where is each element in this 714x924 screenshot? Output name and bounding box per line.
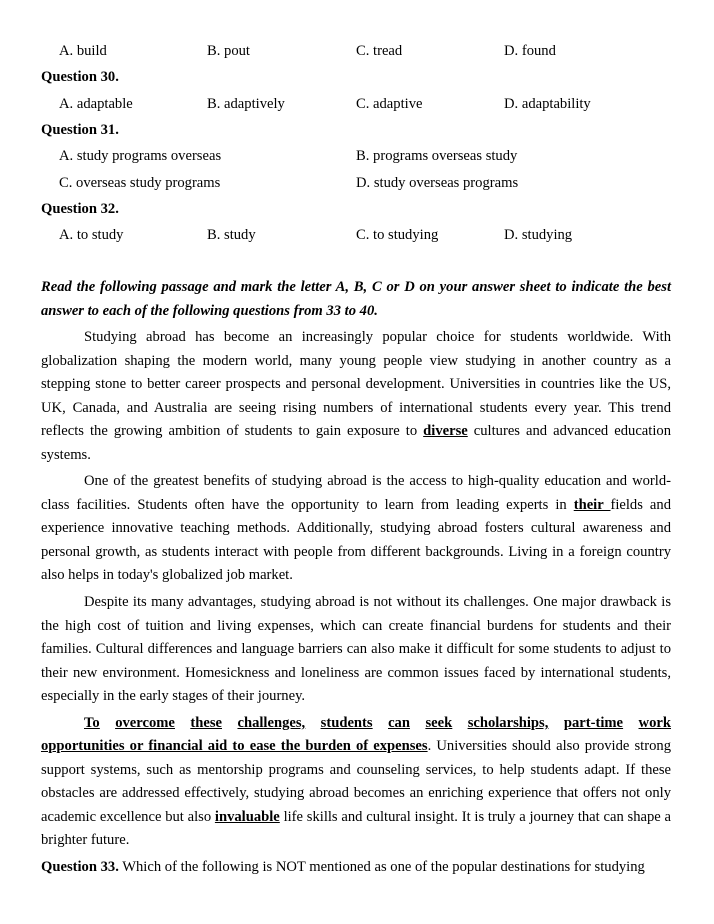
question-32-title: Question 32. <box>41 201 119 217</box>
underlined-word-diverse: diverse <box>423 423 468 439</box>
q29-option-c[interactable]: C. tread <box>356 43 403 59</box>
p2-text-before: One of the greatest benefits of studying abroad is the access to high-quality education and world- class facilities. Students often have the opportunity to learn from leading experts in <box>41 473 671 513</box>
q31-option-b[interactable]: B. programs overseas study <box>356 148 518 164</box>
p4-text-middle: . Universities should also provide strong support systems, such as mentorship programs and counseling services, to help students adapt. If these obstacles are addressed effectively, studying abroad becomes an enriching experience that offers not only academic excellence but also <box>41 738 671 825</box>
question-33-title: Question 33. <box>41 859 119 875</box>
q32-option-b[interactable]: B. study <box>207 227 256 243</box>
passage-paragraph-1 <box>41 326 671 467</box>
q32-option-c[interactable]: C. to studying <box>356 227 439 243</box>
p1-text-after: cultures and advanced education systems. <box>41 423 671 463</box>
reading-instruction: Read the following passage and mark the letter A, B, C or D on your answer sheet to indicate the best answer to each of the following questions from 33 to 40. <box>41 279 671 319</box>
passage-paragraph-2 <box>41 470 671 588</box>
q30-option-b[interactable]: B. adaptively <box>207 96 285 112</box>
q29-option-b[interactable]: B. pout <box>207 43 250 59</box>
p4-underlined-line-1: To overcome these challenges, students can seek scholarships, part-time work <box>84 715 671 731</box>
passage-paragraph-3 <box>41 591 671 709</box>
p2-text-after: fields and experience innovative teaching methods. Additionally, studying abroad fosters cultural awareness and personal growth, as students interact with people from different backgrounds. Living in a foreign country also helps in today's globalized job market. <box>41 496 672 583</box>
q32-option-d[interactable]: D. studying <box>504 227 573 243</box>
underlined-sentence: opportunities or financial aid to ease the burden of expenses <box>41 738 428 754</box>
q29-option-d[interactable]: D. found <box>504 43 556 59</box>
q30-option-c[interactable]: C. adaptive <box>356 96 423 112</box>
q30-option-a[interactable]: A. adaptable <box>59 96 133 112</box>
q30-option-d[interactable]: D. adaptability <box>504 96 591 112</box>
question-33-text: Which of the following is NOT mentioned as one of the popular destinations for studying <box>118 859 645 875</box>
q31-option-a[interactable]: A. study programs overseas <box>59 148 222 164</box>
q29-option-a[interactable]: A. build <box>59 43 107 59</box>
question-30-title: Question 30. <box>41 69 119 85</box>
p4-text-after: life skills and cultural insight. It is truly a journey that can shape a brighter future. <box>41 808 671 848</box>
p1-text-before: Studying abroad has become an increasingly popular choice for students worldwide. With globalization shaping the modern world, many young people view studying in another country as a stepping stone to better career prospects and personal development. Universities in countries like the US, UK, Canada, and Australia are seeing rising numbers of international students every year. This trend reflects the growing ambition of students to gain exposure to <box>41 329 671 439</box>
underlined-word-invaluable: invaluable <box>214 808 280 825</box>
underlined-word-their: their <box>573 496 611 513</box>
q32-option-a[interactable]: A. to study <box>59 227 124 243</box>
question-33 <box>41 858 645 876</box>
q31-option-c[interactable]: C. overseas study programs <box>59 175 221 191</box>
question-31-title: Question 31. <box>41 122 119 138</box>
p3-text: Despite its many advantages, studying abroad is not without its challenges. One major drawback is the high cost of tuition and living expenses, which can create financial burdens for students and their families. Cultural differences and language barriers can also make it difficult for some students to adjust to their new environment. Homesickness and loneliness are common issues faced by international students, especially in the early stages of their journey. <box>41 594 671 704</box>
passage-paragraph-4 <box>41 735 671 853</box>
q31-option-d[interactable]: D. study overseas programs <box>356 175 519 191</box>
